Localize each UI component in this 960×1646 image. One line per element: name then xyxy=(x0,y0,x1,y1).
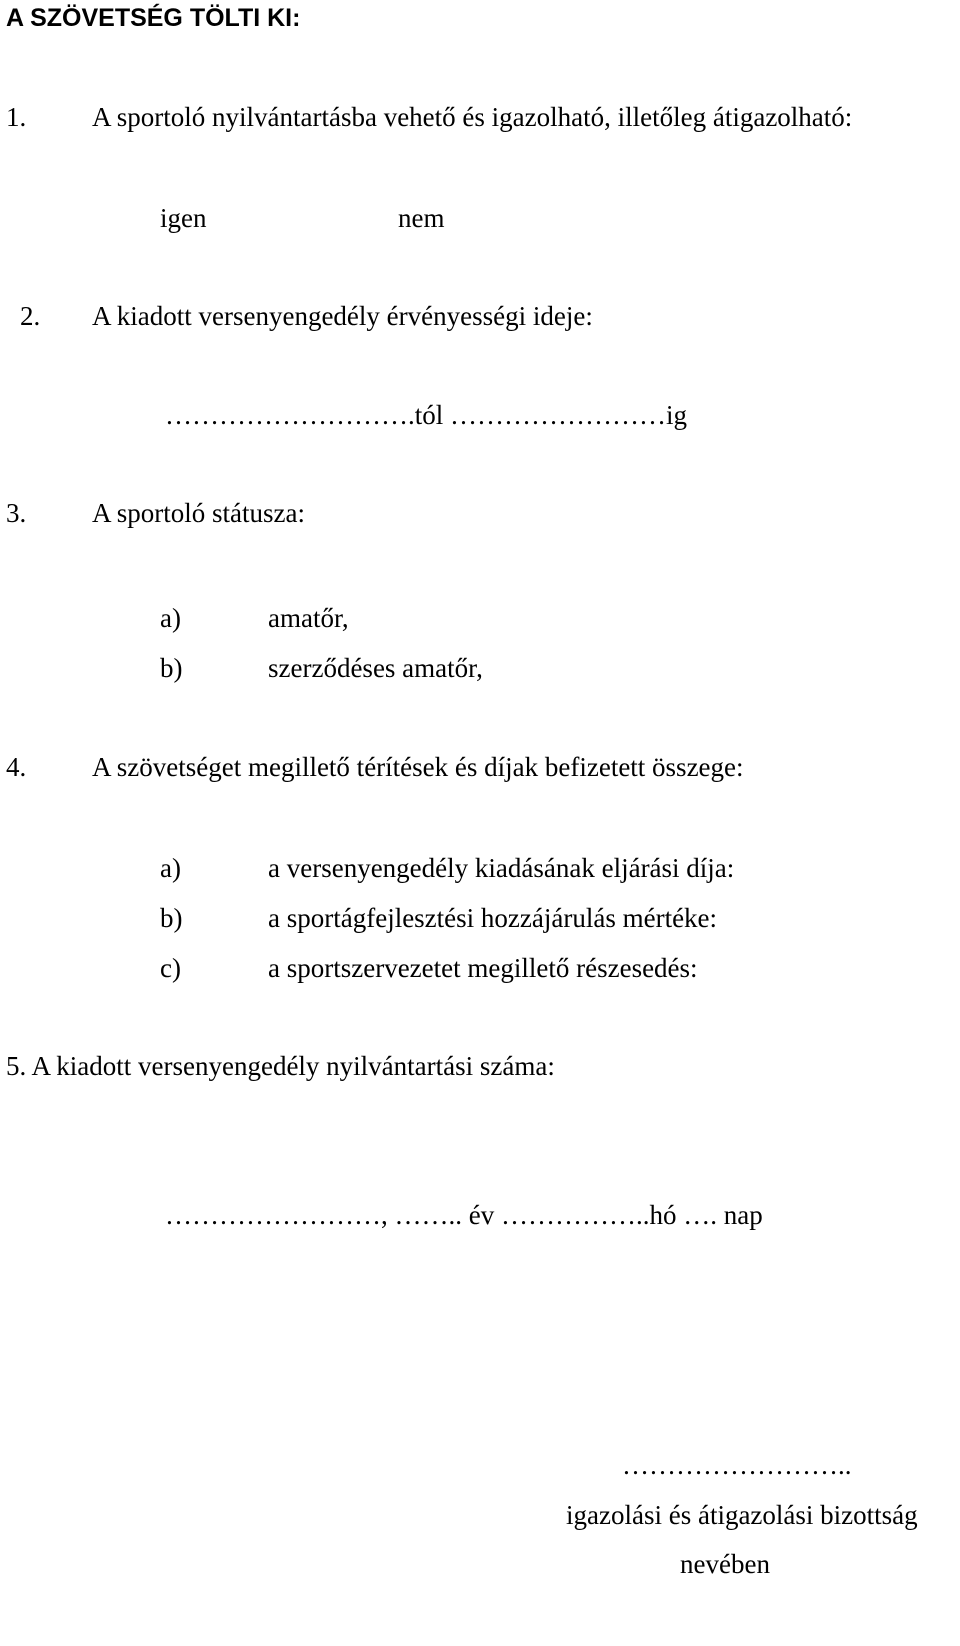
q4-text: A szövetséget megillető térítések és díjak befizetett összege: xyxy=(92,752,744,782)
q3-item-a-text: amatőr, xyxy=(268,603,349,633)
q4-item-b-text: a sportágfejlesztési hozzájárulás mértéke: xyxy=(268,903,718,933)
q3-text: A sportoló státusza: xyxy=(92,498,305,528)
q2-number: 2. xyxy=(20,301,41,331)
q3-item-b-letter: b) xyxy=(160,653,183,683)
q3-item-b-text: szerződéses amatőr, xyxy=(268,653,483,683)
q4-item-a-letter: a) xyxy=(160,853,181,883)
q5-text: 5. A kiadott versenyengedély nyilvántartási száma: xyxy=(6,1051,555,1081)
q2-validity-line: ……………………….tól ……………………ig xyxy=(165,400,688,430)
q4-item-c-text: a sportszervezetet megillető részesedés: xyxy=(268,953,698,983)
q1-option-nem: nem xyxy=(398,203,445,233)
q4-item-b-letter: b) xyxy=(160,903,183,933)
section-heading: A SZÖVETSÉG TÖLTI KI: xyxy=(6,4,301,32)
q4-item-c-letter: c) xyxy=(160,953,181,983)
q1-option-igen: igen xyxy=(160,203,207,233)
signature-line-2: nevében xyxy=(680,1549,770,1579)
q1-text: A sportoló nyilvántartásba vehető és igazolható, illetőleg átigazolható: xyxy=(92,102,853,132)
q3-item-a-letter: a) xyxy=(160,603,181,633)
date-line: ……………………, …….. év ……………..hó …. nap xyxy=(165,1200,763,1230)
q4-number: 4. xyxy=(6,752,27,782)
signature-dots: …………………….. xyxy=(622,1450,852,1480)
q3-number: 3. xyxy=(6,498,27,528)
q1-number: 1. xyxy=(6,102,27,132)
q2-text: A kiadott versenyengedély érvényességi ideje: xyxy=(92,301,593,331)
q4-item-a-text: a versenyengedély kiadásának eljárási díja: xyxy=(268,853,735,883)
signature-line-1: igazolási és átigazolási bizottság xyxy=(566,1500,918,1530)
